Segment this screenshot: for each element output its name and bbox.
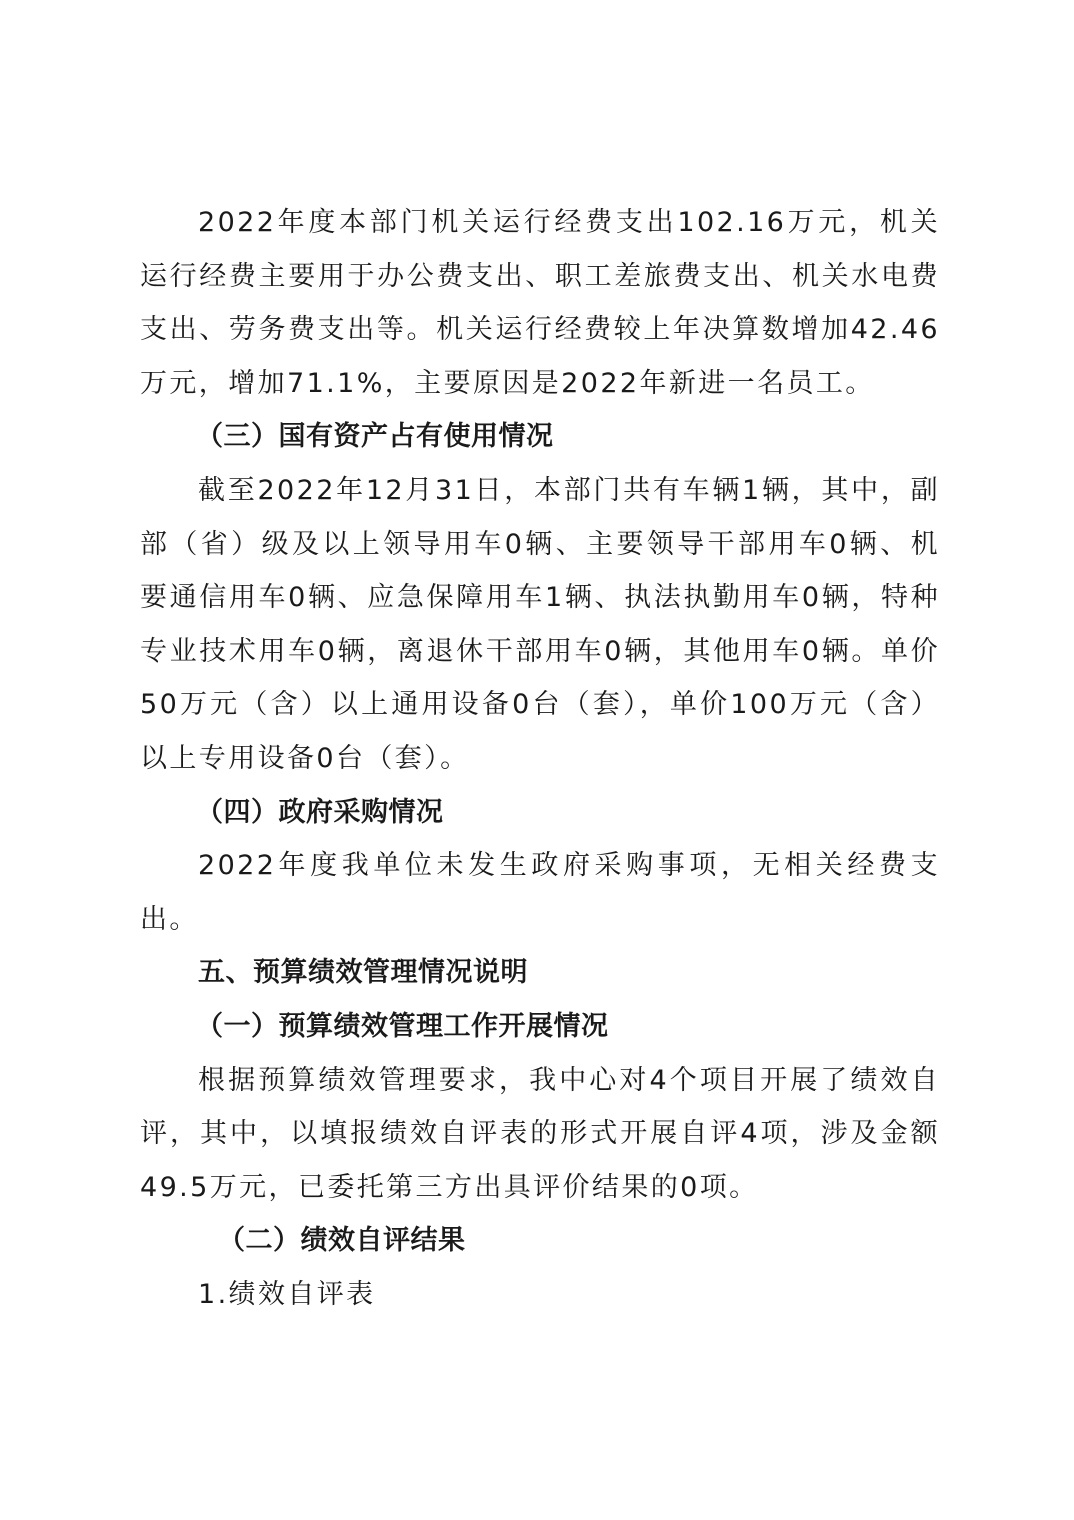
paragraph-self-evaluation-table: 1.绩效自评表: [198, 1278, 376, 1310]
heading-state-assets: （三）国有资产占有使用情况: [196, 421, 554, 453]
paragraph-procurement: 2022年度我单位未发生政府采购事项，无相关经费支出。: [140, 850, 940, 935]
document-body: [140, 196, 940, 1321]
heading-government-procurement: （四）政府采购情况: [196, 796, 444, 828]
heading-performance-work: （一）预算绩效管理工作开展情况: [196, 1010, 609, 1042]
paragraph-operating-expenses: 2022年度本部门机关运行经费支出102.16万元，机关运行经费主要用于办公费支出、职工差旅费支出、机关水电费支出、劳务费支出等。机关运行经费较上年决算数增加42.46万元，增加71.1%，主要原因是2022年新进一名员工。: [140, 207, 940, 399]
paragraph-performance-evaluation: 根据预算绩效管理要求，我中心对4个项目开展了绩效自评，其中，以填报绩效自评表的形式开展自评4项，涉及金额49.5万元，已委托第三方出具评价结果的0项。: [140, 1064, 940, 1203]
heading-self-evaluation-results: （二）绩效自评结果: [218, 1225, 466, 1257]
heading-section-five: 五、预算绩效管理情况说明: [198, 957, 528, 989]
paragraph-vehicles-assets: 截至2022年12月31日，本部门共有车辆1辆，其中，副部（省）级及以上领导用车0辆、主要领导干部用车0辆、机要通信用车0辆、应急保障用车1辆、执法执勤用车0辆，特种专业技术用车0辆，离退休干部用车0辆，其他用车0辆。单价50万元（含）以上通用设备0台（套），单价100万元（含）以上专用设备0台（套）。: [140, 474, 940, 774]
